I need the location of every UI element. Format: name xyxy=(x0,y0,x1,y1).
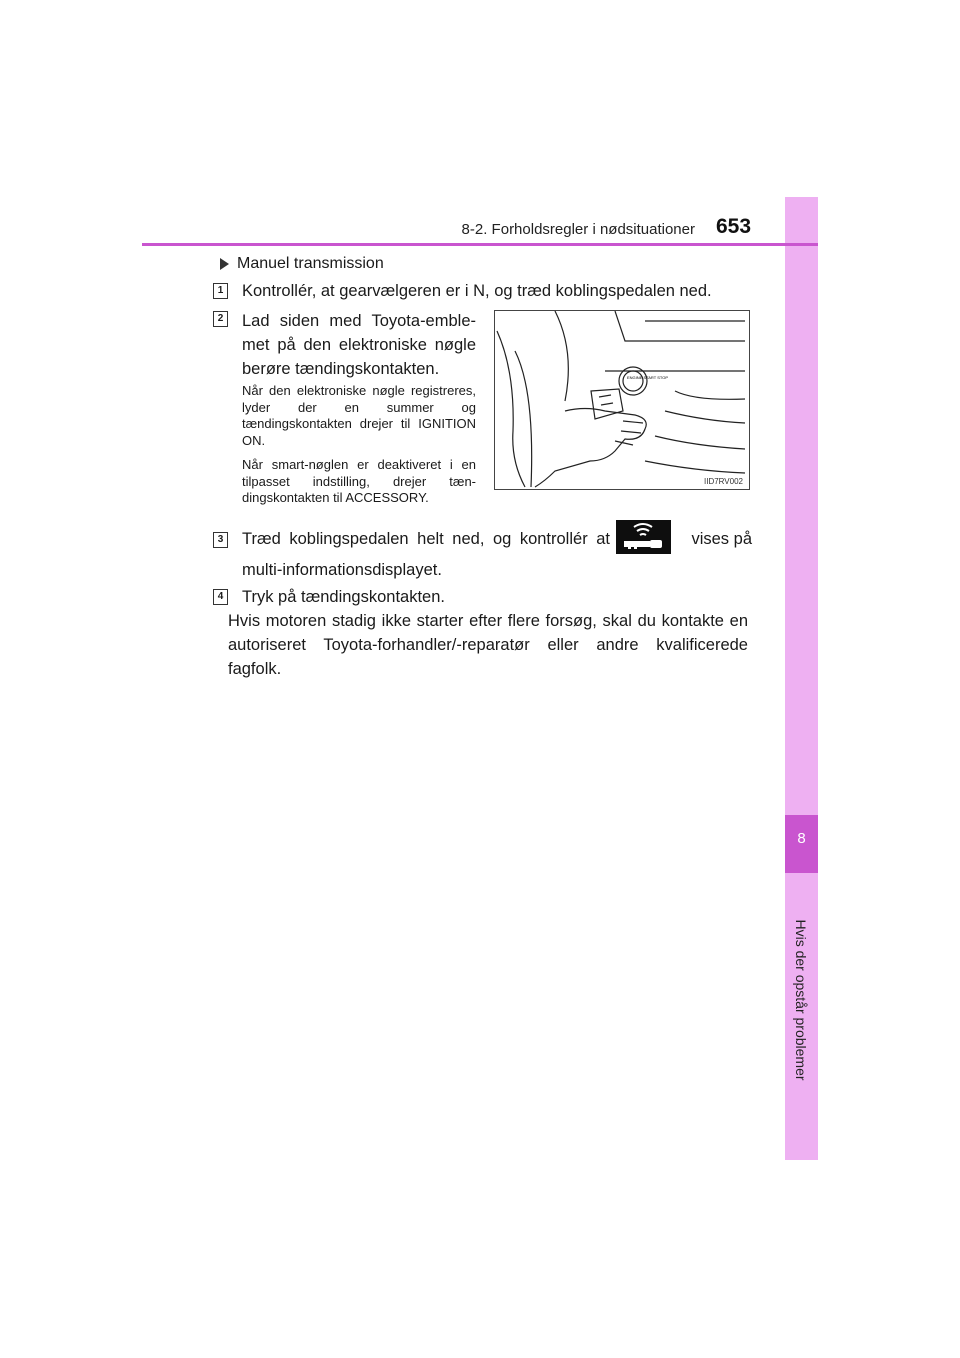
illustration-caption: IID7RV002 xyxy=(704,477,743,486)
triangle-bullet-icon xyxy=(220,258,229,270)
step-3-text-after: vises på xyxy=(691,530,752,548)
step-number-3: 3 xyxy=(213,532,228,548)
step-number-2: 2 xyxy=(213,311,228,327)
step-2-text: Lad siden med Toyota-emble-met på den elektroniske nøgle berøre tændingskontakten. xyxy=(242,312,476,378)
subheading xyxy=(220,255,384,273)
step-2-note-1: Når den elektroniske nøgle registreres, lyder der en summer og tændingskontakten drejer til IGNITION ON. xyxy=(242,383,476,448)
hand-holding-key-drawing xyxy=(495,311,749,489)
step-1-text: Kontrollér, at gearvælgeren er i N, og træd koblingspedalen ned. xyxy=(242,282,712,300)
step-3-text-line2: multi-informationsdisplayet. xyxy=(242,561,442,579)
closing-paragraph: Hvis motoren stadig ikke starter efter flere forsøg, skal du kontakte en autoriseret Toyota-forhandler/-reparatør eller andre kvalificerede fagfolk. xyxy=(228,612,748,678)
page-number: 653 xyxy=(716,215,752,238)
chapter-title: Hvis der opstår problemer xyxy=(793,919,809,1081)
section-title: 8-2. Forholdsregler i nødsituationer xyxy=(461,221,695,238)
chapter-number: 8 xyxy=(797,830,806,847)
subheading-text: Manuel transmission xyxy=(237,255,384,272)
key-signal-icon xyxy=(616,520,671,554)
step-number-1: 1 xyxy=(213,283,228,299)
step-number-4: 4 xyxy=(213,589,228,605)
step-4-text: Tryk på tændingskontakten. xyxy=(242,588,445,606)
key-to-ignition-illustration xyxy=(494,310,750,490)
step-2-note-2: Når smart-nøglen er deaktiveret i en tilpasset indstilling, drejer tæn-dingskontakten til ACCESSORY. xyxy=(242,457,476,505)
start-button-label: ENGINE START STOP xyxy=(627,375,669,380)
step-3-text-before: Træd koblingspedalen helt ned, og kontrollér at xyxy=(242,530,610,548)
header-rule xyxy=(142,243,818,246)
key-detected-indicator-icon xyxy=(616,520,671,554)
